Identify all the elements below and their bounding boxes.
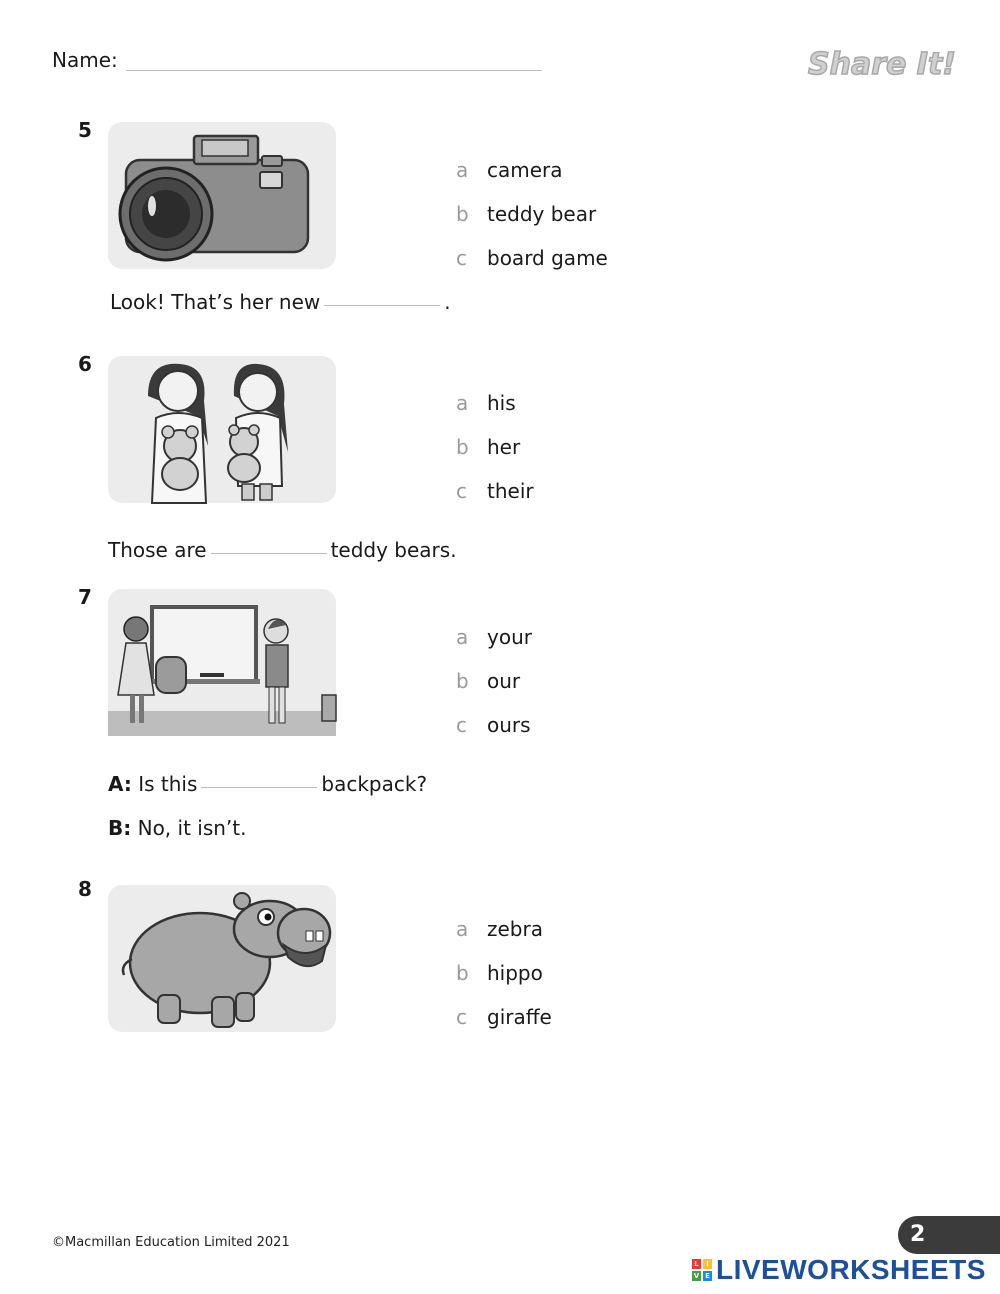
question-number: 8 — [78, 877, 92, 901]
liveworksheets-logo[interactable] — [692, 1256, 986, 1284]
option-letter: b — [456, 202, 469, 226]
option-text: hippo — [487, 961, 543, 985]
question-7-dialog-a — [108, 772, 427, 796]
option-letter: a — [456, 158, 469, 182]
option-letter: b — [456, 669, 469, 693]
option-letter: a — [456, 917, 469, 941]
question-6-sentence — [108, 538, 457, 562]
option-text: his — [487, 391, 516, 415]
question-5-option-c[interactable] — [456, 244, 608, 272]
liveworksheets-wordmark: LIVEWORKSHEETS — [716, 1254, 986, 1285]
logo-letter: I — [703, 1259, 712, 1269]
option-text: their — [487, 479, 534, 503]
option-text: board game — [487, 246, 608, 270]
question-7-option-c[interactable] — [456, 711, 531, 739]
svg-text:Share It!: Share It! — [808, 47, 956, 82]
question-6-option-a[interactable] — [456, 389, 516, 417]
option-text: her — [487, 435, 521, 459]
liveworksheets-icon — [692, 1259, 712, 1281]
question-7-option-b[interactable] — [456, 667, 520, 695]
question-number: 7 — [78, 585, 92, 609]
question-7-option-a[interactable] — [456, 623, 532, 651]
hippo-picture — [108, 885, 336, 1032]
question-7-dialog-b — [108, 816, 247, 840]
question-5-sentence — [110, 290, 451, 314]
question-6-option-c[interactable] — [456, 477, 534, 505]
answer-blank[interactable] — [324, 305, 440, 306]
sentence-text: teddy bears. — [330, 538, 457, 562]
speaker-label: B: — [108, 816, 132, 840]
question-6-option-b[interactable] — [456, 433, 520, 461]
question-number: 6 — [78, 352, 92, 376]
option-letter: a — [456, 625, 469, 649]
option-letter: a — [456, 391, 469, 415]
option-text: our — [487, 669, 521, 693]
copyright-text: ©Macmillan Education Limited 2021 — [52, 1235, 290, 1250]
sentence-text: Those are — [108, 538, 207, 562]
option-text: zebra — [487, 917, 543, 941]
option-text: teddy bear — [487, 202, 597, 226]
question-8-option-a[interactable] — [456, 915, 543, 943]
girls-teddy-bears-picture — [108, 356, 336, 503]
option-letter: c — [456, 713, 467, 737]
question-number: 5 — [78, 118, 92, 142]
camera-picture — [108, 122, 336, 269]
option-letter: b — [456, 961, 469, 985]
logo-letter: L — [692, 1259, 701, 1269]
classroom-picture — [108, 589, 336, 736]
question-8-option-c[interactable] — [456, 1003, 552, 1031]
option-text: camera — [487, 158, 563, 182]
logo-letter: E — [703, 1271, 712, 1281]
question-5-option-a[interactable] — [456, 156, 563, 184]
logo-letter: V — [693, 1272, 700, 1280]
option-letter: b — [456, 435, 469, 459]
option-letter: c — [456, 1005, 467, 1029]
sentence-text: No, it isn’t. — [137, 816, 247, 840]
question-8-option-b[interactable] — [456, 959, 543, 987]
option-text: your — [487, 625, 532, 649]
question-5-option-b[interactable] — [456, 200, 596, 228]
option-text: ours — [487, 713, 531, 737]
option-letter: c — [456, 479, 467, 503]
sentence-text: . — [444, 290, 451, 314]
answer-blank[interactable] — [201, 787, 317, 788]
sentence-text: Look! That’s her new — [110, 290, 321, 314]
share-it-logo — [800, 38, 956, 88]
answer-blank[interactable] — [211, 553, 327, 554]
speaker-label: A: — [108, 772, 132, 796]
option-letter: c — [456, 246, 467, 270]
name-label: Name: — [52, 48, 118, 72]
option-text: giraffe — [487, 1005, 552, 1029]
name-input-line[interactable] — [126, 70, 542, 71]
sentence-text: backpack? — [321, 772, 428, 796]
sentence-text: Is this — [138, 772, 198, 796]
page-number: 2 — [910, 1222, 926, 1247]
page-number-tab — [898, 1216, 1000, 1254]
